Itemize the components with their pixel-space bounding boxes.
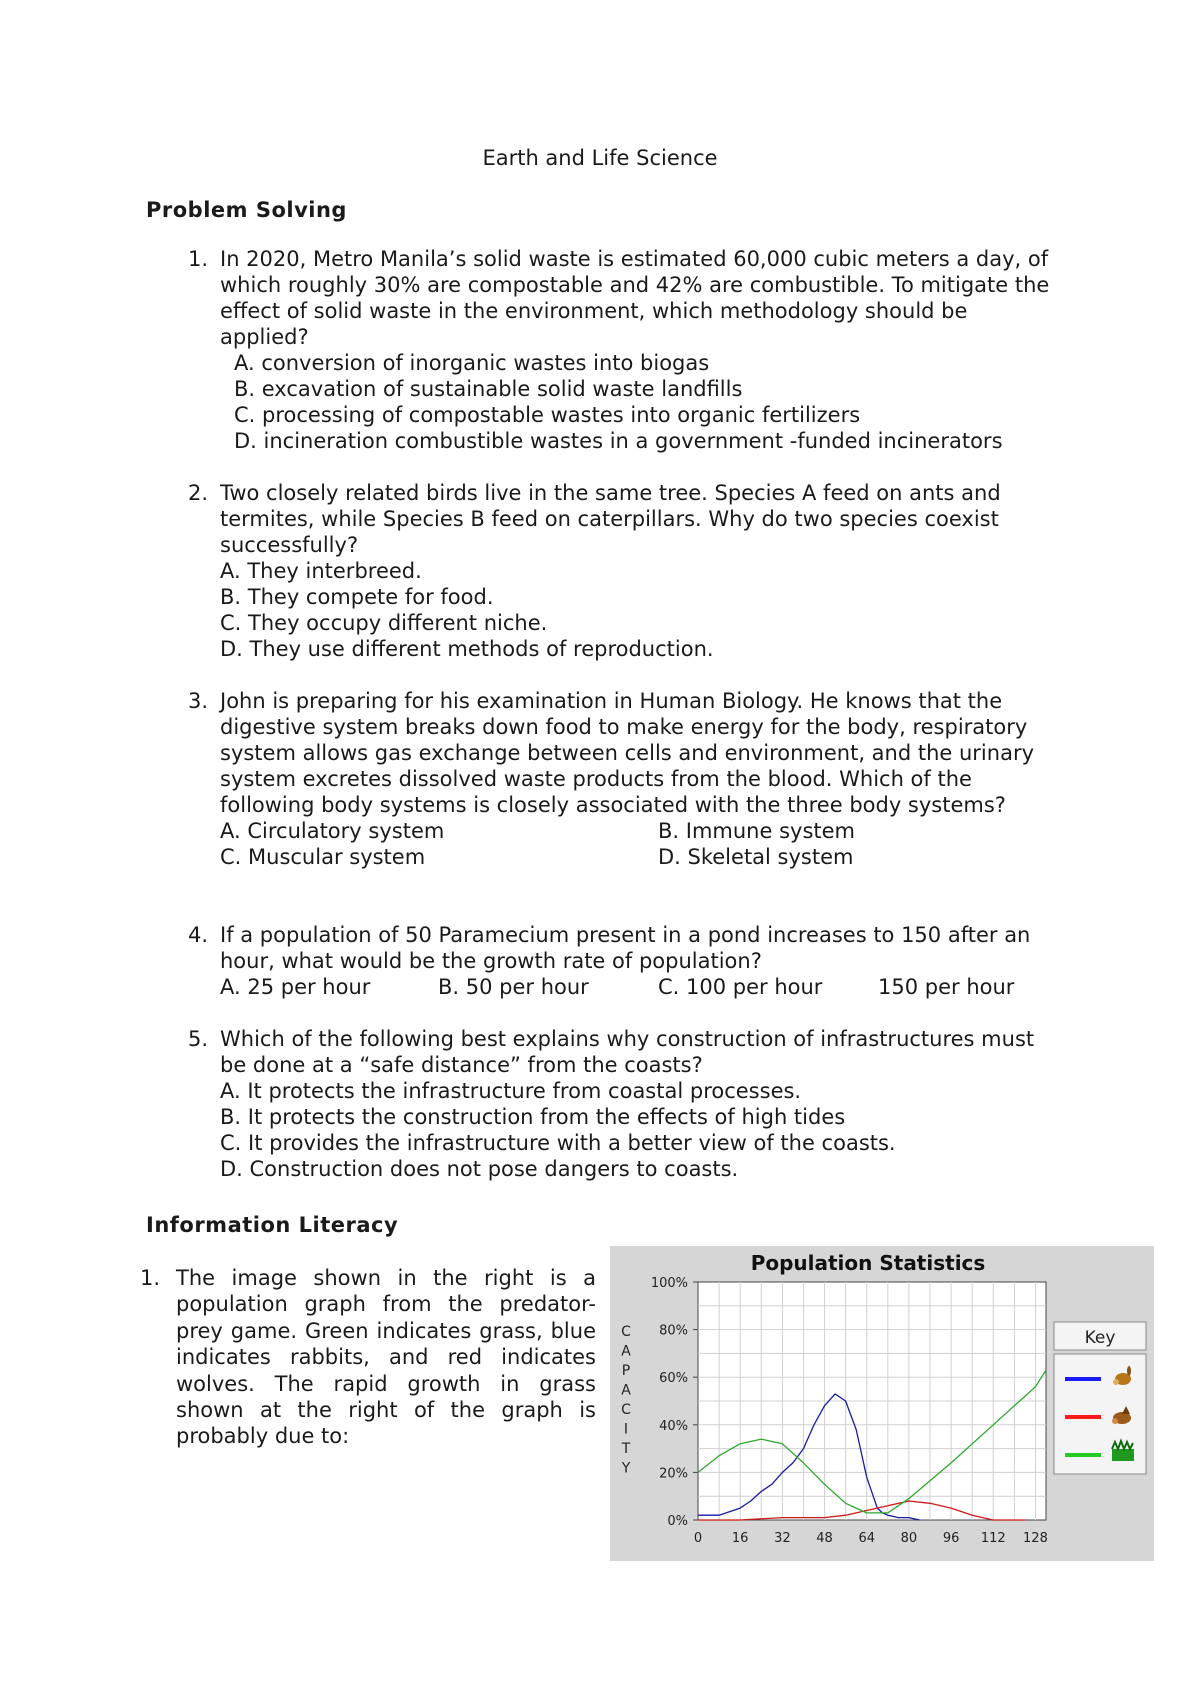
- y-axis-label-letter: C: [621, 1324, 631, 1340]
- y-tick-label: 40%: [659, 1418, 688, 1434]
- option-b: B. excavation of sustainable solid waste landfills: [234, 377, 743, 401]
- option-c: C. processing of compostable wastes into organic fertilizers: [234, 403, 861, 427]
- option-a: A. conversion of inorganic wastes into biogas: [234, 351, 710, 375]
- question-number: 1.: [139, 1266, 160, 1290]
- option-b: B. Immune system: [658, 819, 855, 843]
- option-b: B. 50 per hour: [438, 975, 589, 999]
- x-axis-ticks: [694, 1531, 1048, 1546]
- question-number: 4.: [187, 923, 208, 947]
- population-chart-svg: [610, 1246, 1154, 1561]
- y-axis-label-letter: I: [623, 1421, 629, 1438]
- x-tick-label: 0: [693, 1531, 703, 1546]
- question-number: 3.: [187, 689, 208, 713]
- y-axis-label: [621, 1324, 631, 1477]
- y-tick-label: 20%: [659, 1466, 688, 1482]
- chart-title: Population Statistics: [750, 1251, 986, 1275]
- option-row: [220, 818, 1062, 844]
- question-number: 1.: [187, 247, 208, 271]
- y-axis-label-letter: T: [621, 1441, 631, 1457]
- option-d: D. incineration combustible wastes in a government -funded incinerators: [234, 429, 1003, 453]
- option-c: C. It provides the infrastructure with a better view of the coasts.: [220, 1131, 896, 1155]
- population-chart: [610, 1246, 1154, 1561]
- option-row: [220, 844, 1062, 870]
- legend-title: Key: [1084, 1328, 1116, 1348]
- x-tick-label: 48: [816, 1531, 833, 1546]
- x-tick-label: 16: [731, 1531, 749, 1546]
- question-number: 5.: [187, 1027, 208, 1051]
- document-title: Earth and Life Science: [482, 146, 718, 170]
- question-text: John is preparing for his examination in Human Biology. He knows that the digestive system breaks down food to make energy for the body, respiratory system allows gas exchange between cells and environment, and the urinary system excretes dissolved waste products from the blood. Which of the following body systems is closely associated with the three body systems?: [220, 689, 1035, 817]
- y-axis-label-letter: A: [621, 1343, 631, 1360]
- option-c: C. Muscular system: [220, 845, 426, 869]
- option-d: D. Construction does not pose dangers to coasts.: [220, 1157, 739, 1181]
- question-text: Two closely related birds live in the same tree. Species A feed on ants and termites, while Species B feed on caterpillars. Why do two species coexist successfully?: [220, 481, 1001, 557]
- y-axis-ticks: [651, 1276, 698, 1529]
- section-heading-information-literacy: Information Literacy: [146, 1213, 399, 1237]
- y-tick-label: 80%: [659, 1323, 688, 1339]
- option-c: C. They occupy different niche.: [220, 611, 548, 635]
- x-tick-label: 80: [900, 1531, 918, 1546]
- option-d: 150 per hour: [878, 975, 1015, 999]
- y-tick-label: 0%: [667, 1514, 688, 1529]
- question-text: In 2020, Metro Manila’s solid waste is estimated 60,000 cubic meters a day, of which roughly 30% are compostable and 42% are combustible. To mitigate the effect of solid waste in the environment, which methodology should be applied?: [220, 247, 1050, 349]
- option-d: D. Skeletal system: [658, 845, 854, 869]
- y-tick-label: 100%: [650, 1276, 688, 1291]
- y-axis-label-letter: A: [621, 1382, 631, 1399]
- question-text: If a population of 50 Paramecium present in a pond increases to 150 after an hour, what would be the growth rate of population?: [220, 923, 1031, 973]
- y-axis-label-letter: Y: [621, 1460, 631, 1477]
- y-tick-label: 60%: [659, 1371, 688, 1387]
- x-tick-label: 128: [1023, 1531, 1048, 1546]
- x-tick-label: 64: [858, 1531, 876, 1546]
- option-a: A. 25 per hour: [220, 975, 371, 999]
- option-d: D. They use different methods of reproduction.: [220, 637, 714, 661]
- option-c: C. 100 per hour: [658, 975, 823, 999]
- option-row: [220, 974, 1062, 1000]
- x-tick-label: 112: [980, 1531, 1006, 1546]
- question-text: The image shown in the right is a population graph from the predator-prey game. Green indicates grass, blue indicates rabbits, and red indicates wolves. The rapid growth in grass shown at the right of the graph is probably due to:: [176, 1266, 596, 1449]
- x-tick-label: 32: [774, 1531, 791, 1546]
- question-text: Which of the following best explains why construction of infrastructures must be done at a “safe distance” from the coasts?: [220, 1027, 1035, 1077]
- x-tick-label: 96: [942, 1531, 960, 1546]
- section-heading-problem-solving: Problem Solving: [146, 198, 347, 222]
- option-a: A. Circulatory system: [220, 819, 445, 843]
- option-b: B. It protects the construction from the effects of high tides: [220, 1105, 846, 1129]
- y-axis-label-letter: P: [621, 1363, 631, 1379]
- chart-legend: [1054, 1322, 1146, 1474]
- y-axis-label-letter: C: [621, 1402, 631, 1418]
- option-a: A. They interbreed.: [220, 559, 422, 583]
- question-number: 2.: [187, 481, 208, 505]
- option-a: A. It protects the infrastructure from coastal processes.: [220, 1079, 802, 1103]
- option-b: B. They compete for food.: [220, 585, 494, 609]
